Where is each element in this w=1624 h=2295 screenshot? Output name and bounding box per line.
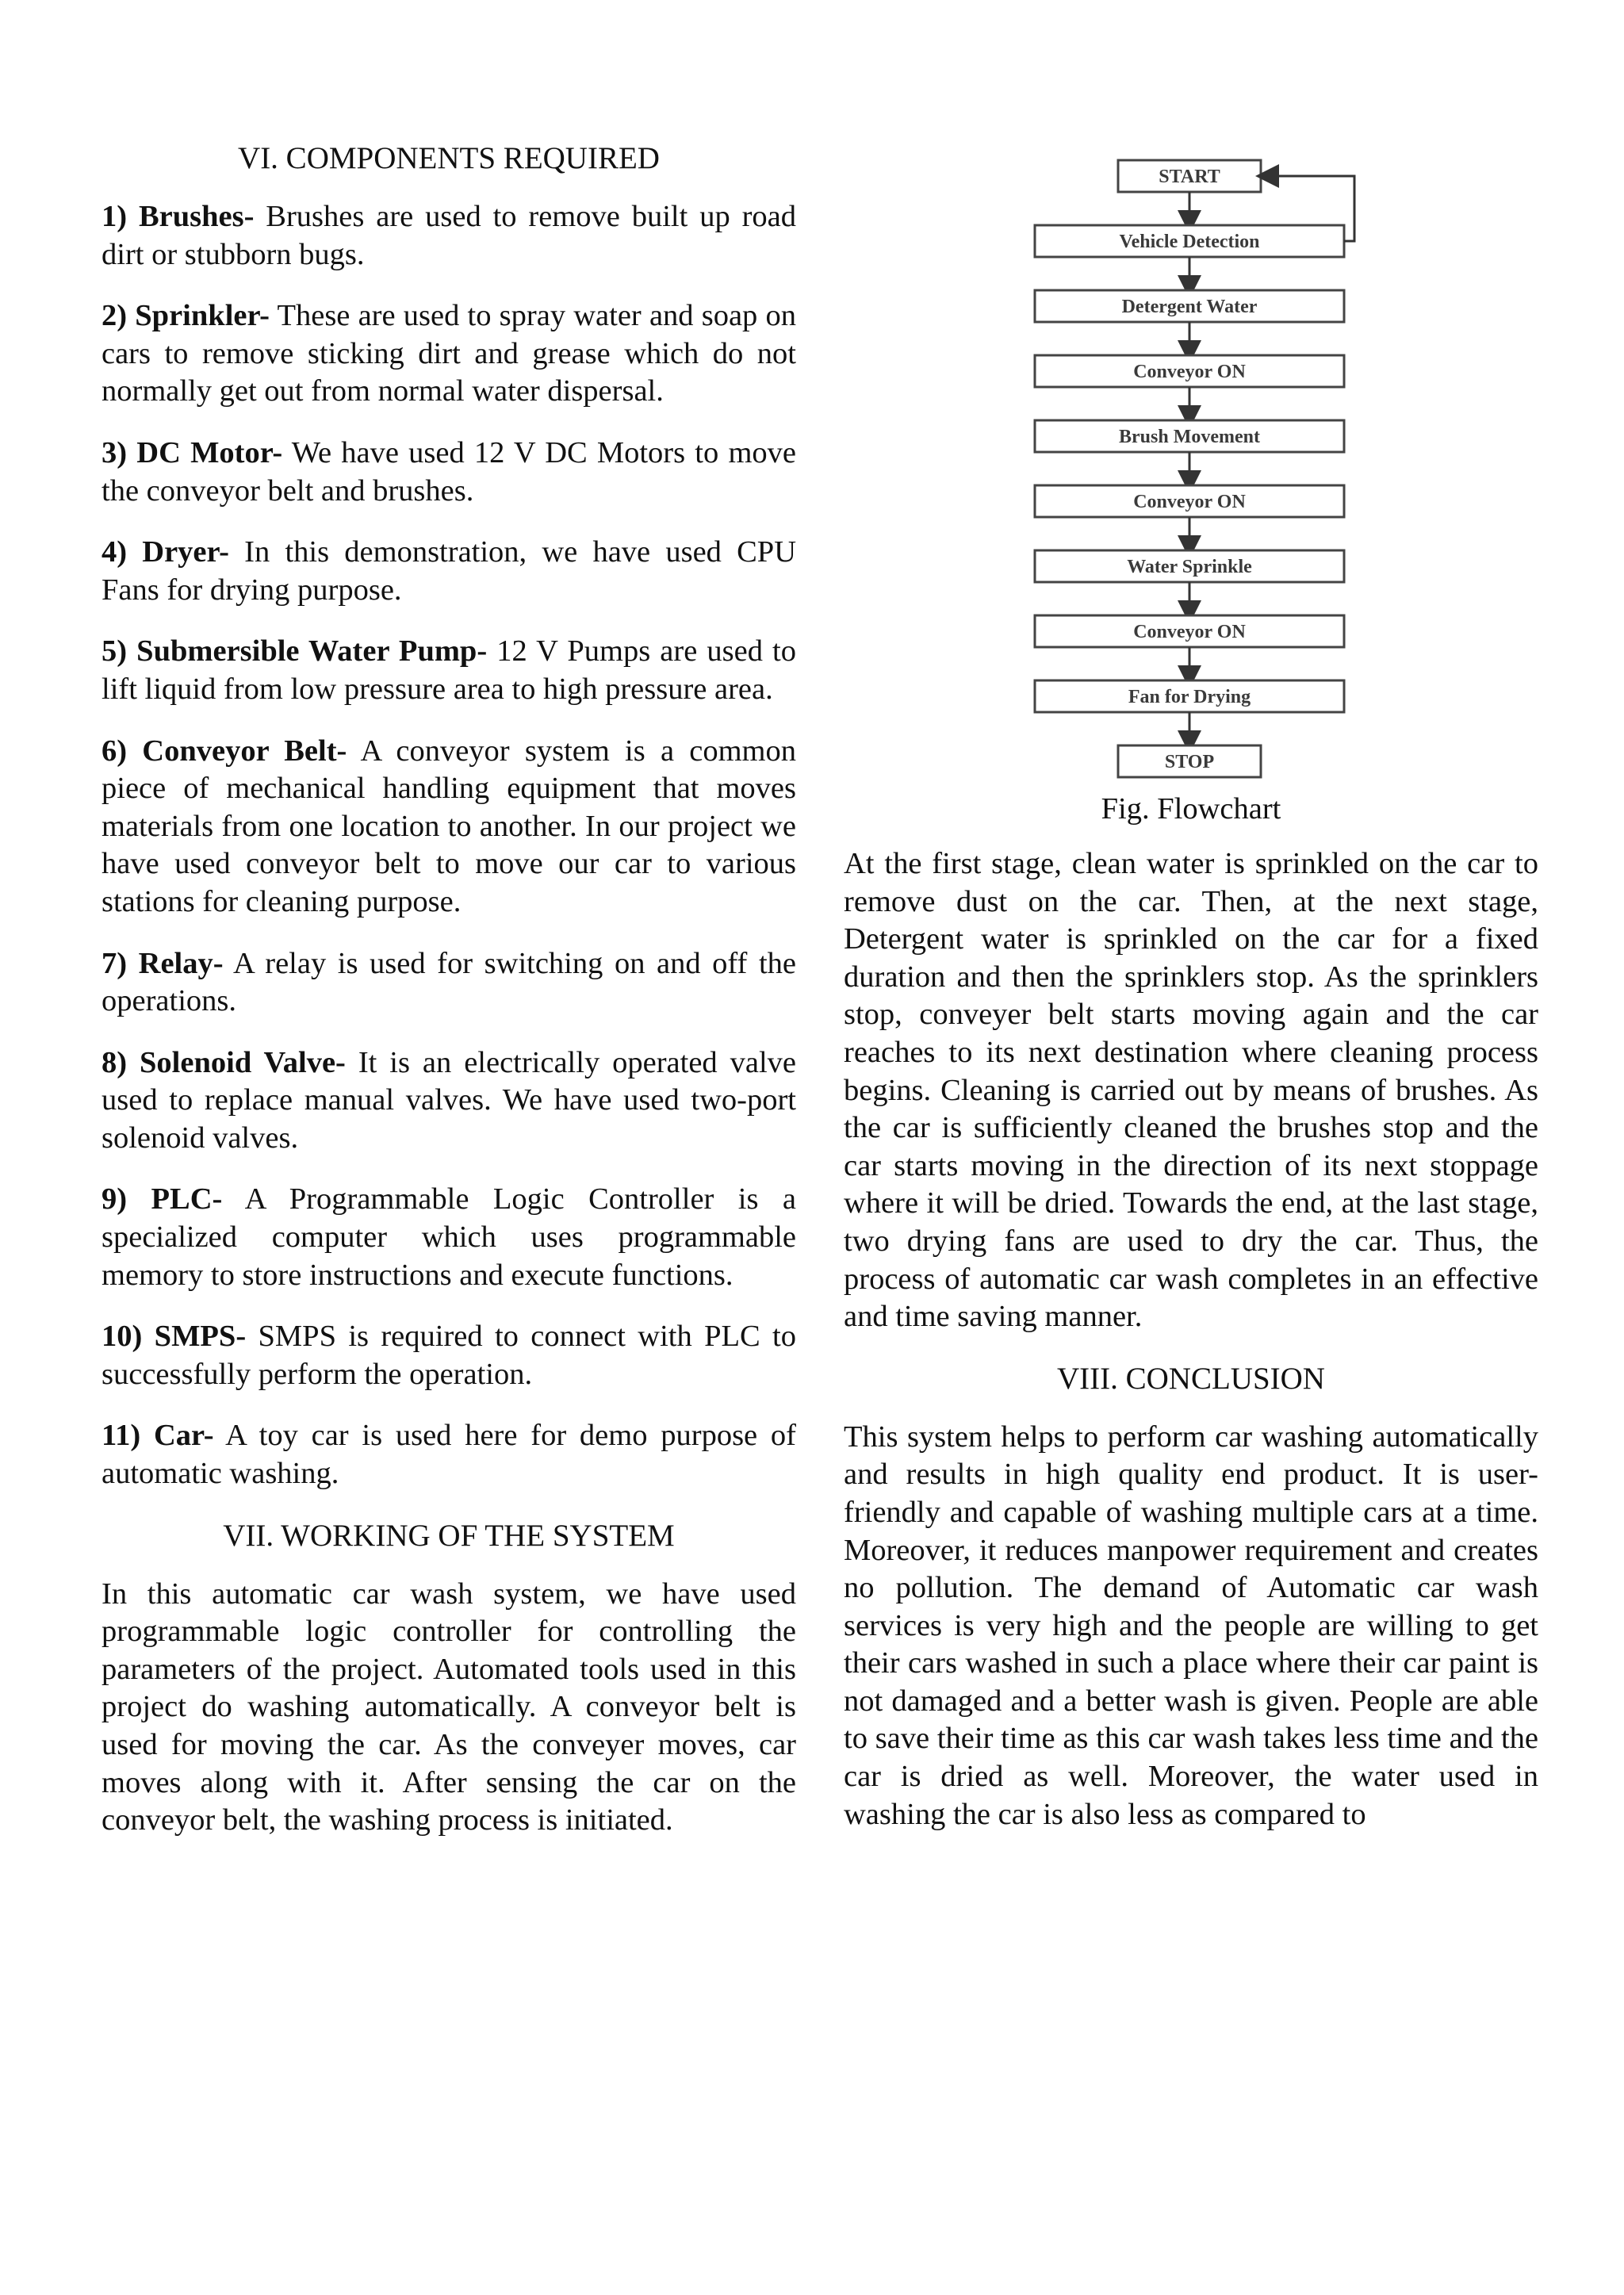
- component-label: 8) Solenoid Valve-: [102, 1045, 346, 1079]
- flow-step-label: Water Sprinkle: [1127, 557, 1252, 577]
- component-label: 7) Relay-: [102, 946, 224, 980]
- component-solenoid-valve: [102, 1044, 796, 1158]
- component-text: SMPS is required to connect with PLC to successfully perform the operation.: [102, 1320, 796, 1391]
- flow-step-label: Conveyor ON: [1133, 622, 1246, 642]
- section-heading-components: VI. COMPONENTS REQUIRED: [238, 141, 660, 175]
- flow-step-label: Conveyor ON: [1133, 492, 1246, 512]
- component-label: 6) Conveyor Belt-: [102, 734, 347, 768]
- component-label: 2) Sprinkler-: [102, 299, 270, 333]
- component-label: 9) PLC-: [102, 1182, 223, 1216]
- flow-step-label: Fan for Drying: [1128, 687, 1251, 707]
- flow-step-label: Vehicle Detection: [1119, 232, 1260, 252]
- conclusion-paragraph: This system helps to perform car washing automatically and results in high quality end product. It is user-friendly and capable of washing multiple cars at a time. Moreover, it reduces manpower requirement and creates no pollution. The demand of Automatic car wash services is very high and the people are willing to get their cars washed in such a place where their car paint is not damaged and a better wash is given. People are able to save their time as this car wash takes less time and the car is dried as well. Moreover, the water used in washing the car is also less as compared to: [844, 1420, 1538, 1831]
- component-sprinkler: [102, 297, 796, 411]
- component-text: 12 V Pumps are used to lift liquid from low pressure area to high pressure area.: [102, 634, 796, 706]
- flowchart-svg: [1023, 151, 1356, 785]
- left-column: [102, 140, 796, 1864]
- component-water-pump: [102, 633, 796, 708]
- figure-caption: Fig. Flowchart: [1101, 792, 1281, 826]
- component-label: 10) SMPS-: [102, 1320, 247, 1354]
- flow-step-label: Conveyor ON: [1133, 362, 1246, 382]
- component-text: It is an electrically operated valve used to replace manual valves. We have used two-port solenoid valves.: [102, 1045, 797, 1155]
- component-label: 1) Brushes-: [102, 200, 255, 233]
- component-brushes: [102, 198, 796, 274]
- component-text: These are used to spray water and soap on cars to remove sticking dirt and grease which do not normally get out from normal water dispersal.: [102, 299, 796, 408]
- working-paragraph: In this automatic car wash system, we have used programmable logic controller for controlling the parameters of the project. Automated tools used in this project do washing automatically. A conveyor belt is used for moving the car. As the conveyer moves, car moves along with it. After sensing the car on the conveyor belt, the washing process is initiated.: [102, 1577, 796, 1837]
- flowchart-figure: [1023, 151, 1356, 785]
- right-column: [844, 845, 1538, 1857]
- component-label: 3) DC Motor-: [102, 435, 283, 469]
- component-label: 11) Car-: [102, 1419, 214, 1453]
- component-label: 4) Dryer-: [102, 535, 229, 569]
- process-paragraph: At the first stage, clean water is sprinkled on the car to remove dust on the car. Then, at the next stage, Detergent water is sprinkled on the car for a fixed duration and then the sprinklers stop. As the sprinklers stop, conveyer belt starts moving again and the car reaches to its next destination where cleaning process begins. Cleaning is carried out by means of brushes. As the car is sufficiently cleaned the brushes stop and the car starts moving in the direction of its next stoppage where it will be dried. Towards the end, at the last stage, two drying fans are used to dry the car. Thus, the process of automatic car wash completes in an effective and time saving manner.: [844, 847, 1538, 1334]
- component-dc-motor: [102, 435, 796, 510]
- component-text: A Programmable Logic Controller is a specialized computer which uses programmable memory to store instructions and execute functions.: [102, 1182, 796, 1292]
- section-heading-working: VII. WORKING OF THE SYSTEM: [223, 1518, 675, 1553]
- component-text: We have used 12 V DC Motors to move the conveyor belt and brushes.: [102, 435, 796, 508]
- flow-step-label: Detergent Water: [1121, 297, 1258, 317]
- component-relay: [102, 945, 796, 1021]
- section-heading-conclusion: VIII. CONCLUSION: [1057, 1361, 1325, 1396]
- component-text: A conveyor system is a common piece of mechanical handling equipment that moves materials from one location to another. In our project we have used conveyor belt to move our car to various stations for cleaning purpose.: [102, 734, 796, 918]
- component-dryer: [102, 534, 796, 609]
- component-smps: [102, 1318, 796, 1393]
- component-text: A toy car is used here for demo purpose of automatic washing.: [102, 1419, 796, 1491]
- component-label: 5) Submersible Water Pump-: [102, 634, 488, 669]
- component-plc: [102, 1181, 796, 1294]
- component-car: [102, 1417, 796, 1492]
- flow-step-label: STOP: [1164, 752, 1215, 772]
- flow-step-label: START: [1159, 167, 1220, 187]
- component-text: A relay is used for switching on and off the operations.: [102, 946, 796, 1018]
- component-conveyor-belt: [102, 733, 796, 921]
- component-text: Brushes are used to remove built up road dirt or stubborn bugs.: [102, 200, 796, 271]
- flow-step-label: Brush Movement: [1119, 427, 1260, 447]
- component-text: In this demonstration, we have used CPU Fans for drying purpose.: [102, 535, 796, 607]
